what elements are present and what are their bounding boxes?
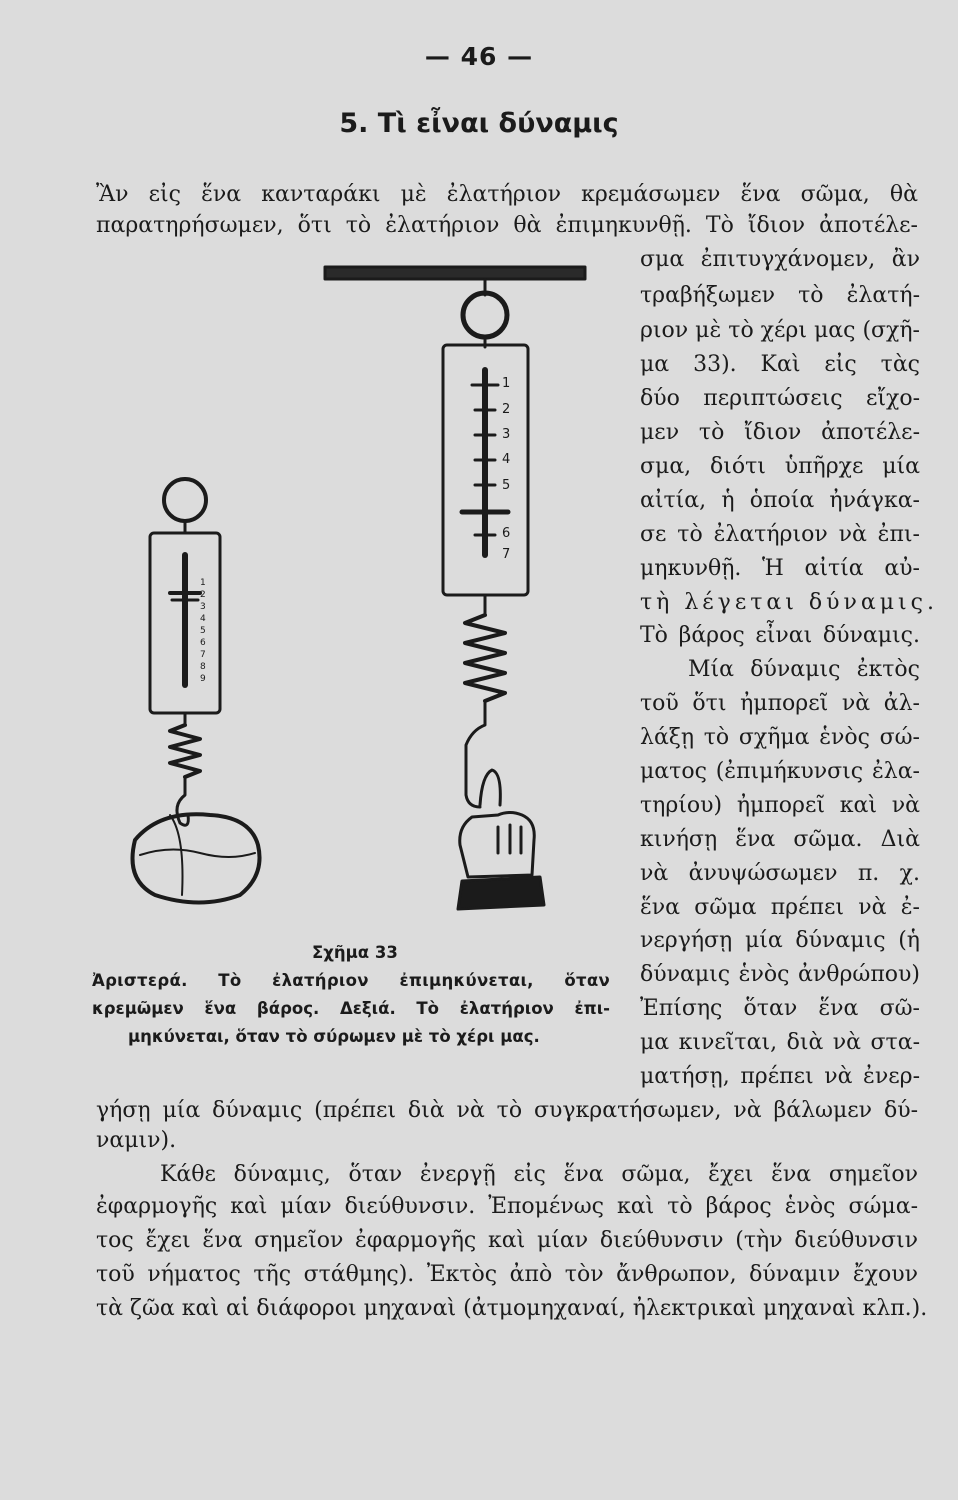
side-line: νὰ ἀνυψώσωμεν π. χ. (640, 861, 920, 886)
scale-mark: 2 (502, 402, 511, 417)
body-line: ἐφαρμογῆς καὶ μίαν διεύθυνσιν. Ἐπομένως καὶ τὸ βάρος ἑνὸς σώμα- (96, 1194, 918, 1219)
side-line: ριον μὲ τὸ χέρι μας (σχῆ- (640, 318, 920, 343)
side-line: ματήσῃ, πρέπει νὰ ἐνερ- (640, 1064, 920, 1089)
side-line: τραβήξωμεν τὸ ἐλατή- (640, 283, 920, 308)
hanger-ring-left (164, 479, 206, 521)
section-title: 5. Τὶ εἶναι δύναμις (339, 108, 619, 139)
side-line: μα κινεῖται, διὰ νὰ στα- (640, 1030, 920, 1055)
side-line: τηρίου) ἠμπορεῖ καὶ νὰ (640, 793, 920, 818)
side-line: λάξῃ τὸ σχῆμα ἑνὸς σώ- (640, 725, 920, 750)
body-line: τος ἔχει ἕνα σημεῖον ἐφαρμογῆς καὶ μίαν διεύθυνσιν (τὴν διεύθυνσιν (96, 1228, 918, 1253)
scale-mark: 2 (200, 590, 206, 600)
caption-line: κρεμῶμεν ἕνα βάρος. Δεξιά. Τὸ ἐλατήριον ἐπι- (92, 999, 610, 1018)
side-line: Ἐπίσης ὅταν ἕνα σῶ- (640, 996, 920, 1021)
scale-mark: 8 (200, 662, 206, 672)
caption-line: μηκύνεται, ὅταν τὸ σύρωμεν μὲ τὸ χέρι μας. (128, 1027, 540, 1046)
scale-mark: 7 (200, 650, 206, 660)
body-line: γήσῃ μία δύναμις (πρέπει διὰ νὰ τὸ συγκρατήσωμεν, νὰ βάλωμεν δύ- (96, 1098, 918, 1123)
side-line: τὴ λέγεται δύναμις. (640, 590, 938, 615)
scale-mark: 6 (200, 638, 206, 648)
figure-label: Σχῆμα 33 (312, 943, 398, 962)
scale-mark: 5 (200, 626, 206, 636)
intro-line: παρατηρήσωμεν, ὅτι τὸ ἐλατήριον θὰ ἐπιμηκυνθῇ. Τὸ ἴδιον ἀποτέλε- (96, 213, 918, 238)
side-line: τοῦ ὅτι ἠμπορεῖ νὰ ἀλ- (640, 691, 920, 716)
scale-mark: 9 (200, 674, 206, 684)
spring-balance-figure (100, 255, 630, 935)
page-number: — 46 — (424, 42, 534, 71)
side-line: μηκυνθῇ. Ἡ αἰτία αὐ- (640, 556, 920, 581)
caption-line: Ἀριστερά. Τὸ ἐλατήριον ἐπιμηκύνεται, ὅταν (92, 971, 610, 990)
side-line: κινήσῃ ἕνα σῶμα. Διὰ (640, 827, 920, 852)
side-line: σμα, διότι ὑπῆρχε μία (640, 454, 920, 479)
scale-mark: 5 (502, 478, 511, 493)
side-line: αἰτία, ἡ ὁποία ἠνάγκα- (640, 488, 920, 513)
side-line: μα 33). Καὶ εἰς τὰς (640, 352, 920, 377)
side-line: ματος (ἐπιμήκυνσις ἐλα- (640, 759, 920, 784)
scale-mark: 3 (502, 427, 511, 442)
hanger-bar (325, 267, 585, 279)
hanger-ring (463, 293, 507, 337)
scale-mark: 4 (502, 452, 511, 467)
intro-line: Ἂν εἰς ἕνα κανταράκι μὲ ἐλατήριον κρεμάσωμεν ἕνα σῶμα, θὰ (96, 182, 918, 207)
side-line: Τὸ βάρος εἶναι δύναμις. (640, 623, 920, 648)
side-line: δύναμις ἑνὸς ἀνθρώπου) (640, 962, 920, 987)
body-line: τοῦ νήματος τῆς στάθμης). Ἐκτὸς ἀπὸ τὸν ἄνθρωπον, δύναμιν ἔχουν (96, 1262, 918, 1287)
body-line: τὰ ζῶα καὶ αἱ διάφοροι μηχαναὶ (ἀτμομηχαναί, ἠλεκτρικαὶ μηχαναὶ κλπ.). (96, 1296, 928, 1321)
scale-mark: 1 (200, 578, 206, 588)
scale-mark: 7 (502, 547, 511, 562)
scale-mark: 4 (200, 614, 206, 624)
scale-mark: 1 (502, 376, 511, 391)
side-line: Μία δύναμις ἐκτὸς (688, 657, 920, 682)
side-line: δύο περιπτώσεις εἴχο- (640, 386, 920, 411)
side-line: σμα ἐπιτυγχάνομεν, ἂν (640, 247, 920, 272)
body-line: ναμιν). (96, 1128, 177, 1153)
scale-mark: 3 (200, 602, 206, 612)
side-line: ἕνα σῶμα πρέπει νὰ ἐ- (640, 895, 920, 920)
body-line: Κάθε δύναμις, ὅταν ἐνεργῇ εἰς ἕνα σῶμα, ἔχει ἕνα σημεῖον (160, 1162, 918, 1187)
side-line: μεν τὸ ἴδιον ἀποτέλε- (640, 420, 920, 445)
scale-mark: 6 (502, 526, 511, 541)
side-line: σε τὸ ἐλατήριον νὰ ἐπι- (640, 522, 920, 547)
side-line: νεργήσῃ μία δύναμις (ἡ (640, 928, 920, 953)
